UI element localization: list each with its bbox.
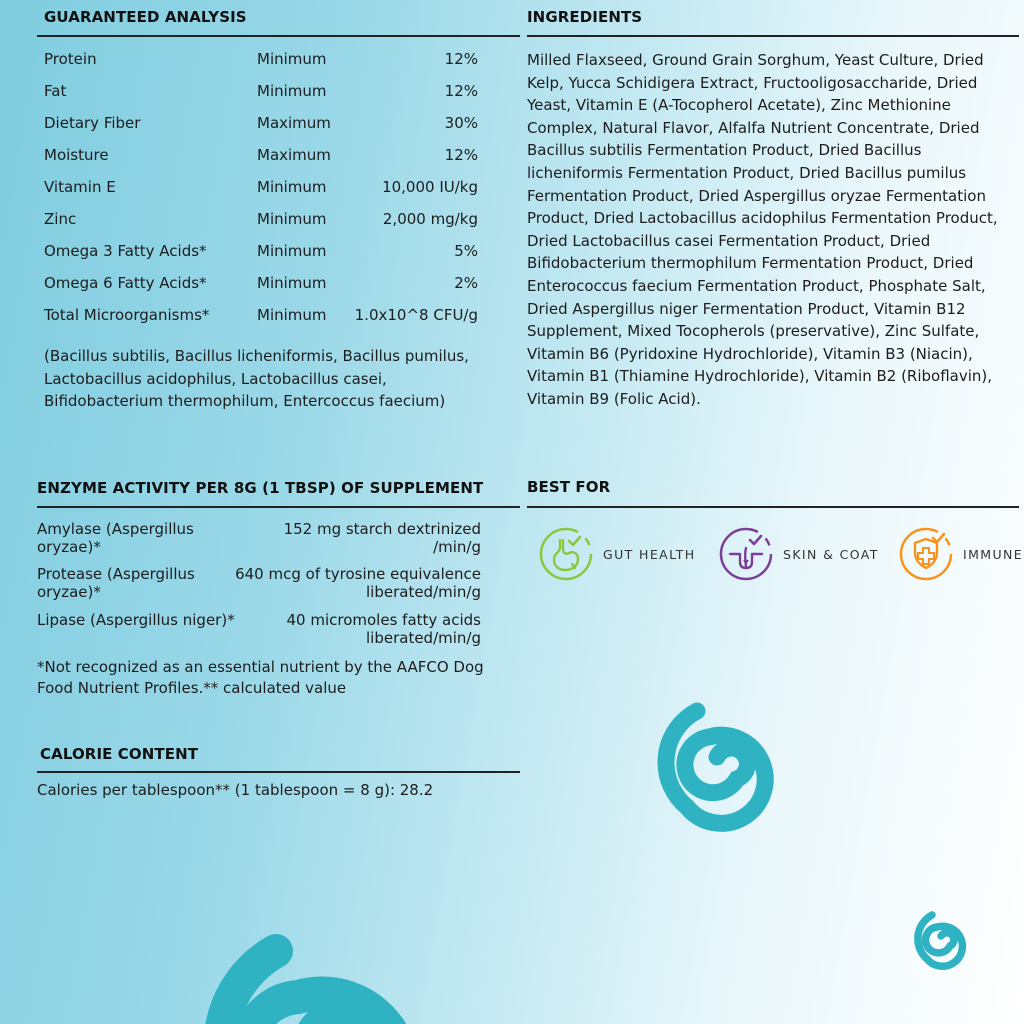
nutrient-value: 12% [444,146,478,164]
table-row [37,565,481,605]
table-row [37,611,481,651]
table-row [44,50,478,78]
nutrient-value: 2% [454,274,478,292]
spiral-logo-background [170,875,510,1024]
nutrient-value: 2,000 mg/kg [382,210,478,228]
table-row [44,306,478,334]
enzyme-value: 152 mg starch dextrinized /min/g [283,520,481,556]
shield-cross-icon [898,526,954,582]
calorie-content-text: Calories per tablespoon** (1 tablespoon = 8 g): 28.2 [37,781,434,799]
best-for-gut-health [538,526,696,582]
enzyme-value: 640 mcg of tyrosine equivalence liberated/min/g [235,565,481,601]
best-for-heading: BEST FOR [527,478,611,496]
nutrient-value: 5% [454,242,478,260]
table-row [44,82,478,110]
nutrient-value: 30% [444,114,478,132]
nutrient-value: 12% [444,50,478,68]
nutrient-name: Omega 3 Fatty Acids* [44,242,207,260]
enzyme-name: Amylase (Aspergillus oryzae)* [37,520,194,556]
nutrient-name: Zinc [44,210,77,228]
best-for-label: GUT HEALTH [603,546,696,562]
best-for-immune [898,526,1023,582]
nutrient-name: Protein [44,50,97,68]
nutrient-name: Vitamin E [44,178,116,196]
stomach-icon [538,526,594,582]
hair-follicle-icon [718,526,774,582]
enzyme-name: Lipase (Aspergillus niger)* [37,611,235,629]
enzyme-activity-rule [37,506,520,508]
spiral-logo-large [640,672,822,854]
nutrient-qualifier: Maximum [257,146,331,164]
nutrient-name: Fat [44,82,67,100]
nutrient-value: 1.0x10^8 CFU/g [354,306,478,324]
enzyme-value: 40 micromoles fatty acids liberated/min/g [286,611,481,647]
microorganisms-note: (Bacillus subtilis, Bacillus licheniformis, Bacillus pumilus, Lactobacillus acidophilus, Lactobacillus casei, Bifidobacterium thermophilum, Entercoccus faecium) [44,347,469,411]
best-for-skin-coat [718,526,879,582]
calorie-content-heading: CALORIE CONTENT [40,745,199,763]
nutrient-qualifier: Minimum [257,82,327,100]
table-row [44,242,478,270]
enzyme-activity-heading: ENZYME ACTIVITY PER 8G (1 TBSP) OF SUPPLEMENT [37,479,484,497]
spiral-logo-small [906,898,988,980]
table-row [44,178,478,206]
table-row [44,146,478,174]
table-row [44,114,478,142]
nutrient-qualifier: Minimum [257,210,327,228]
table-row [44,210,478,238]
ingredients-text: Milled Flaxseed, Ground Grain Sorghum, Yeast Culture, Dried Kelp, Yucca Schidigera Extract, Fructooligosaccharide, Dried Yeast, Vitamin E (A-Tocopherol Acetate), Zinc Methionine Complex, Natural Flavor, Alfalfa Nutrient Concentrate, Dried Bacillus subtilis Fermentation Product, Dried Bacillus licheniformis Fermentation Product, Dried Bacillus pumilus Fermentation Product, Dried Aspergillus oryzae Fermentation Product, Dried Lactobacillus acidophilus Fermentation Product, Dried Lactobacillus casei Fermentation Product, Dried Bifidobacterium thermophilum Fermentation Product, Dried Enterococcus faecium Fermentation Product, Phosphate Salt, Dried Aspergillus niger Fermentation Product, Vitamin B12 Supplement, Mixed Tocopherols (preservative), Zinc Sulfate, Vitamin B6 (Pyridoxine Hydrochloride), Vitamin B3 (Niacin), Vitamin B1 (Thiamine Hydrochloride), Vitamin B2 (Riboflavin), Vitamin B9 (Folic Acid). [527,51,998,408]
ingredients-rule [527,35,1019,37]
enzyme-name: Protease (Aspergillus oryzae)* [37,565,195,601]
nutrient-value: 12% [444,82,478,100]
table-row [37,520,481,560]
nutrient-name: Moisture [44,146,109,164]
table-row [44,274,478,302]
nutrient-name: Omega 6 Fatty Acids* [44,274,207,292]
nutrient-qualifier: Minimum [257,178,327,196]
best-for-label: IMMUNE [963,546,1024,562]
nutrient-qualifier: Minimum [257,242,327,260]
guaranteed-analysis-rule [37,35,520,37]
guaranteed-analysis-heading: GUARANTEED ANALYSIS [44,8,247,26]
nutrient-name: Dietary Fiber [44,114,141,132]
nutrient-qualifier: Minimum [257,50,327,68]
calorie-content-rule [37,771,520,773]
nutrient-value: 10,000 IU/kg [382,178,478,196]
nutrient-qualifier: Maximum [257,114,331,132]
nutrient-qualifier: Minimum [257,274,327,292]
nutrient-qualifier: Minimum [257,306,327,324]
best-for-label: SKIN & COAT [783,546,879,562]
ingredients-heading: INGREDIENTS [527,8,643,26]
nutrient-name: Total Microorganisms* [44,306,210,324]
enzyme-footnote: *Not recognized as an essential nutrient by the AAFCO Dog Food Nutrient Profiles.** calculated value [37,658,484,697]
best-for-rule [527,506,1019,508]
